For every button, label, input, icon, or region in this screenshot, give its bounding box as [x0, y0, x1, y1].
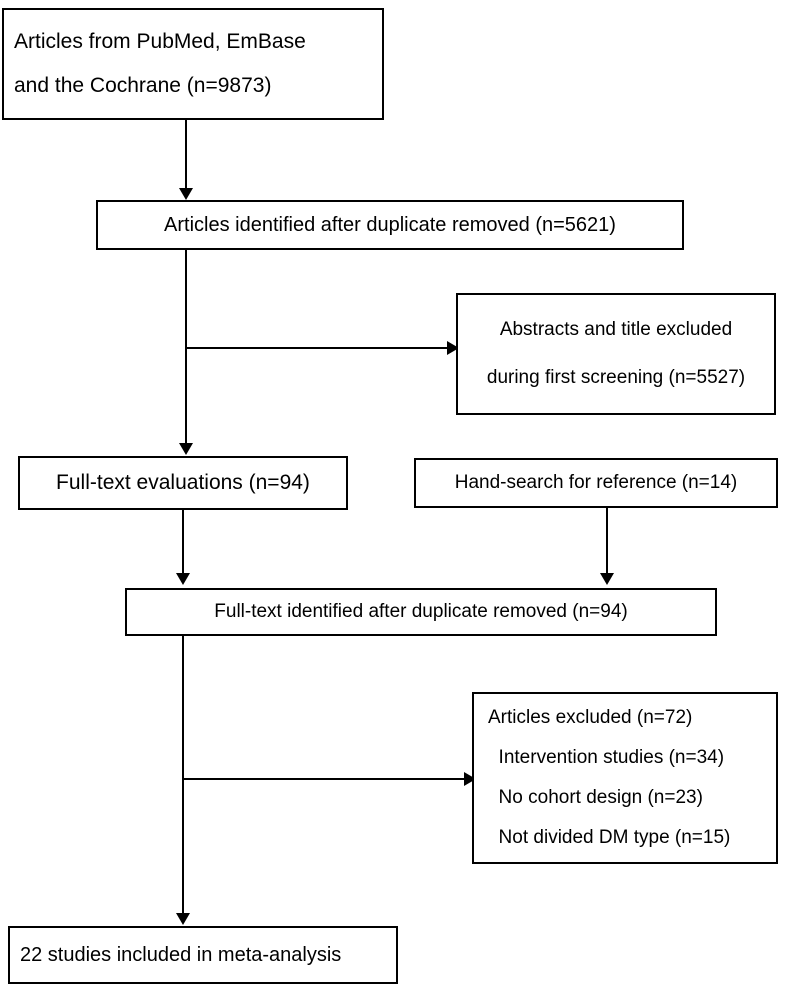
node-abstracts-excluded-line-2: during first screening (n=5527)	[486, 367, 746, 388]
arrowhead-n4-n6	[176, 573, 190, 585]
node-source-articles-line-2: and the Cochrane (n=9873)	[14, 74, 272, 97]
connector-n6-n8	[182, 636, 184, 918]
connector-n1-n2	[185, 120, 187, 193]
connector-n6-n7	[182, 778, 470, 780]
node-abstracts-excluded	[456, 293, 776, 415]
node-source-articles-line-1: Articles from PubMed, EmBase	[14, 30, 306, 53]
node-articles-excluded-line-2: Intervention studies (n=34)	[488, 747, 725, 768]
arrowhead-n2-n4	[179, 443, 193, 455]
arrowhead-n5-n6	[600, 573, 614, 585]
connector-n4-n6	[182, 510, 184, 578]
node-fulltext-evaluations	[18, 456, 348, 510]
connector-n5-n6	[606, 508, 608, 578]
node-source-articles	[2, 8, 384, 120]
node-articles-excluded-line-1: Articles excluded (n=72)	[488, 707, 693, 728]
connector-n2-n4	[185, 250, 187, 448]
node-articles-excluded-line-4: Not divided DM type (n=15)	[488, 827, 731, 848]
arrowhead-n1-n2	[179, 188, 193, 200]
node-included-studies-line-1: 22 studies included in meta-analysis	[20, 944, 342, 966]
arrowhead-n6-n8	[176, 913, 190, 925]
node-hand-search-line-1: Hand-search for reference (n=14)	[454, 472, 738, 493]
node-articles-excluded	[472, 692, 778, 864]
node-fulltext-after-duplicate	[125, 588, 717, 636]
node-hand-search	[414, 458, 778, 508]
node-fulltext-evaluations-line-1: Full-text evaluations (n=94)	[56, 471, 310, 494]
node-articles-excluded-line-3: No cohort design (n=23)	[488, 787, 703, 808]
node-after-duplicate-removed-line-1: Articles identified after duplicate removed (n=5621)	[164, 214, 616, 236]
node-abstracts-excluded-line-1: Abstracts and title excluded	[499, 319, 733, 340]
node-after-duplicate-removed	[96, 200, 684, 250]
node-fulltext-after-duplicate-line-1: Full-text identified after duplicate removed (n=94)	[214, 601, 628, 622]
connector-n2-n3	[185, 347, 453, 349]
node-included-studies	[8, 926, 398, 984]
